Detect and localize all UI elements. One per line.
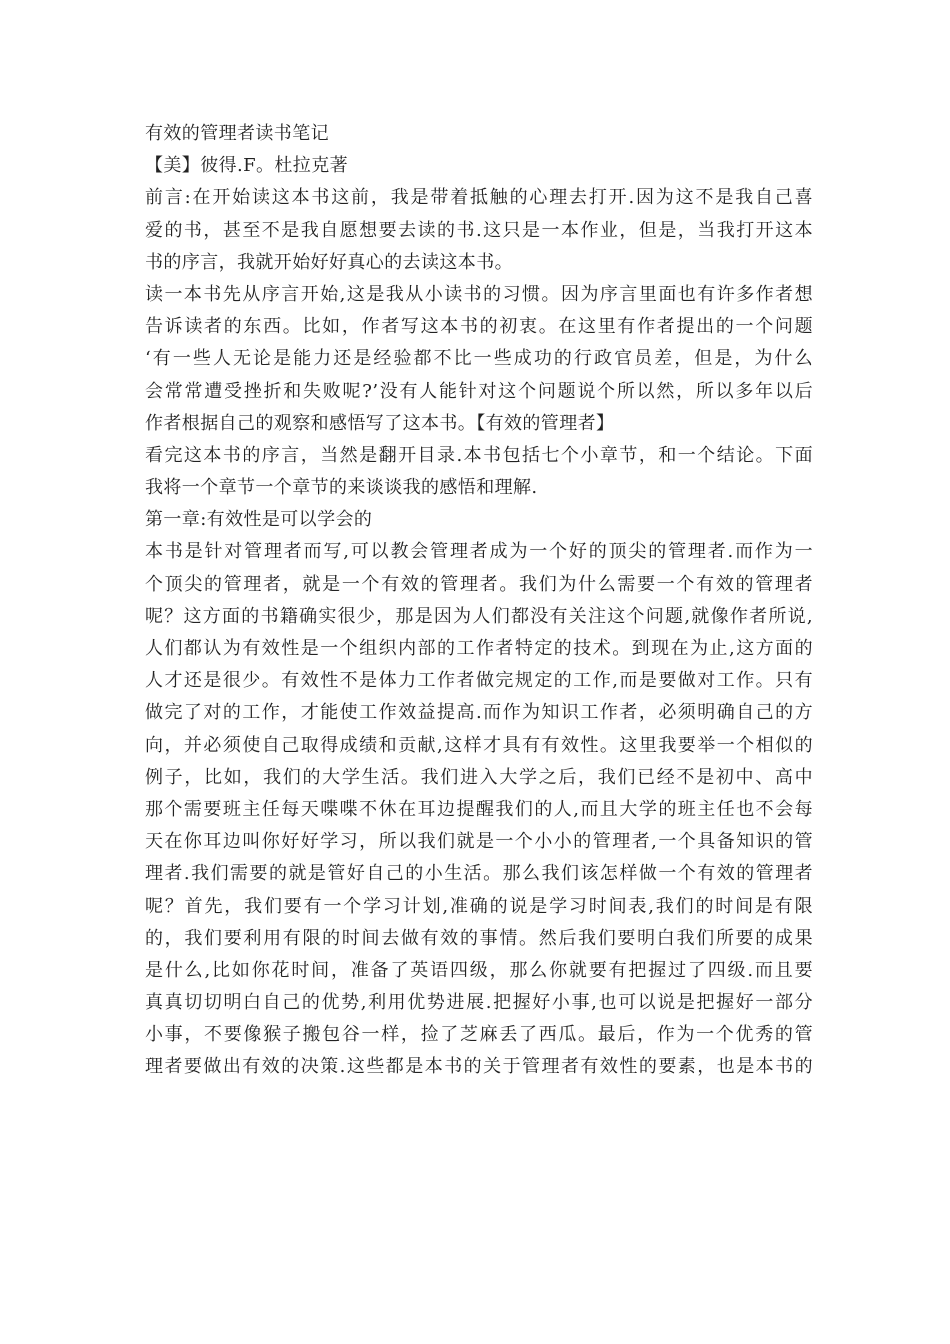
text-line: 理者.我们需要的就是管好自己的小生活。那么我们该怎样做一个有效的管理者 [145,863,813,885]
text-line: 人们都认为有效性是一个组织内部的工作者特定的技术。到现在为止,这方面的 [145,638,813,659]
text-line: 前言:在开始读这本书这前，我是带着抵触的心理去打开.因为这不是我自己喜 [145,187,813,209]
text-line: 向，并必须使自己取得成绩和贡献,这样才具有有效性。这里我要举一个相似的 [145,734,813,756]
text-line: 书的序言，我就开始好好真心的去读这本书。 [145,251,513,273]
paragraph-table-of-contents [145,440,813,504]
chapter-heading [145,504,813,536]
text-line: 人才还是很少。有效性不是体力工作者做完规定的工作,而是要做对工作。只有 [145,670,813,692]
text-line: 呢？这方面的书籍确实很少，那是因为人们都没有关注这个问题,就像作者所说, [145,605,813,627]
document-page [145,118,813,1084]
text-line: 例子，比如，我们的大学生活。我们进入大学之后，我们已经不是初中、高中 [145,766,813,788]
chapter-title: 第一章:有效性是可以学会的 [145,509,373,531]
text-line: 是什么,比如你花时间，准备了英语四级，那么你就要有把握过了四级.而且要 [145,959,813,981]
text-line: 看完这本书的序言，当然是翻开目录.本书包括七个小章节，和一个结论。下面 [145,444,813,466]
text-line: 爱的书，甚至不是我自愿想要去读的书.这只是一本作业，但是，当我打开这本 [145,219,813,241]
text-line: 那个需要班主任每天喋喋不休在耳边提醒我们的人,而且大学的班主任也不会每 [145,798,813,820]
text-line: 告诉读者的东西。比如，作者写这本书的初衷。在这里有作者提出的一个问题 [145,316,813,338]
text-line: 呢？首先，我们要有一个学习计划,准确的说是学习时间表,我们的时间是有限 [145,895,813,917]
text-line: 会常常遭受挫折和失败呢?’没有人能针对这个问题说个所以然，所以多年以后 [145,380,813,402]
paragraph-chapter-one [145,536,813,1083]
text-line: ‘有一些人无论是能力还是经验都不比一些成功的行政官员差，但是，为什么 [145,348,813,370]
text-line: 真真切切明白自己的优势,利用优势进展.把握好小事,也可以说是把握好一部分 [145,992,813,1014]
text-line: 我将一个章节一个章节的来谈谈我的感悟和理解. [145,477,538,499]
paragraph-preface [145,182,813,279]
document-author: 【美】彼得.F。杜拉克著 [145,155,349,177]
text-line: 小事，不要像猴子搬包谷一样，捡了芝麻丢了西瓜。最后，作为一个优秀的管 [145,1024,813,1046]
text-line: 天在你耳边叫你好好学习，所以我们就是一个小小的管理者,一个具备知识的管 [145,831,813,853]
text-line: 个顶尖的管理者，就是一个有效的管理者。我们为什么需要一个有效的管理者 [145,573,813,595]
paragraph-reading-habit [145,279,813,440]
text-line: 的，我们要利用有限的时间去做有效的事情。然后我们要明白我们所要的成果 [145,927,813,949]
text-line: 本书是针对管理者而写,可以教会管理者成为一个好的顶尖的管理者.而作为一 [145,541,813,563]
document-title: 有效的管理者读书笔记 [145,123,329,144]
text-line: 读一本书先从序言开始,这是我从小读书的习惯。因为序言里面也有许多作者想 [145,283,813,305]
text-line: 做完了对的工作，才能使工作效益提高.而作为知识工作者，必须明确自己的方 [145,702,813,724]
text-line: 理者要做出有效的决策.这些都是本书的关于管理者有效性的要素，也是本书的 [145,1056,813,1078]
text-line: 作者根据自己的观察和感悟写了这本书。【有效的管理者】 [145,412,615,434]
